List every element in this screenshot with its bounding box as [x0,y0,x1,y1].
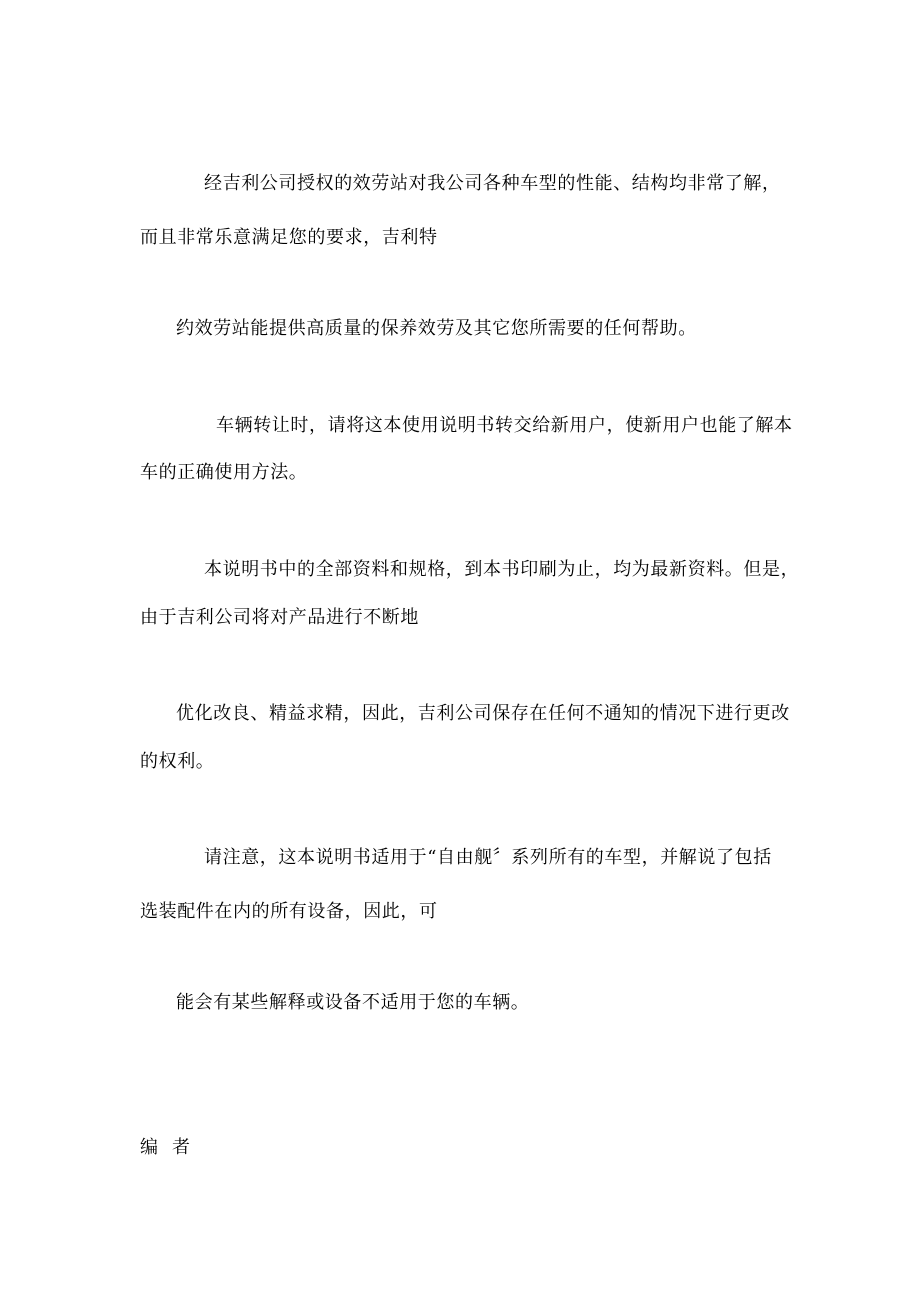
paragraph-2-line-1: 约效劳站能提供高质量的保养效劳及其它您所需要的任何帮助。 [176,318,697,339]
paragraph-6-line-1: 请注意，这本说明书适用于“自由舰〞系列所有的车型，并解说了包括 [204,847,772,868]
paragraph-4-line-2: 由于吉利公司将对产品进行不断地 [140,607,419,628]
paragraph-3-line-2: 车的正确使用方法。 [140,462,308,483]
paragraph-3-line-1: 车辆转让时，请将这本使用说明书转交给新用户，使新用户也能了解本 [216,415,793,436]
paragraph-5-line-2: 的权利。 [140,751,215,772]
paragraph-5-line-1: 优化改良、精益求精，因此，吉利公司保存在任何不通知的情况下进行更改 [176,703,790,724]
paragraph-6-line-2: 选装配件在内的所有设备，因此，可 [140,901,438,922]
paragraph-1-line-2: 而且非常乐意满足您的要求，吉利特 [140,227,438,248]
author-signature: 编者 [140,1137,204,1158]
paragraph-4-line-1: 本说明书中的全部资料和规格，到本书印刷为止，均为最新资料。但是， [204,559,800,580]
paragraph-1-line-1: 经吉利公司授权的效劳站对我公司各种车型的性能、结构均非常了解， [204,173,781,194]
paragraph-7-line-1: 能会有某些解释或设备不适用于您的车辆。 [176,992,530,1013]
